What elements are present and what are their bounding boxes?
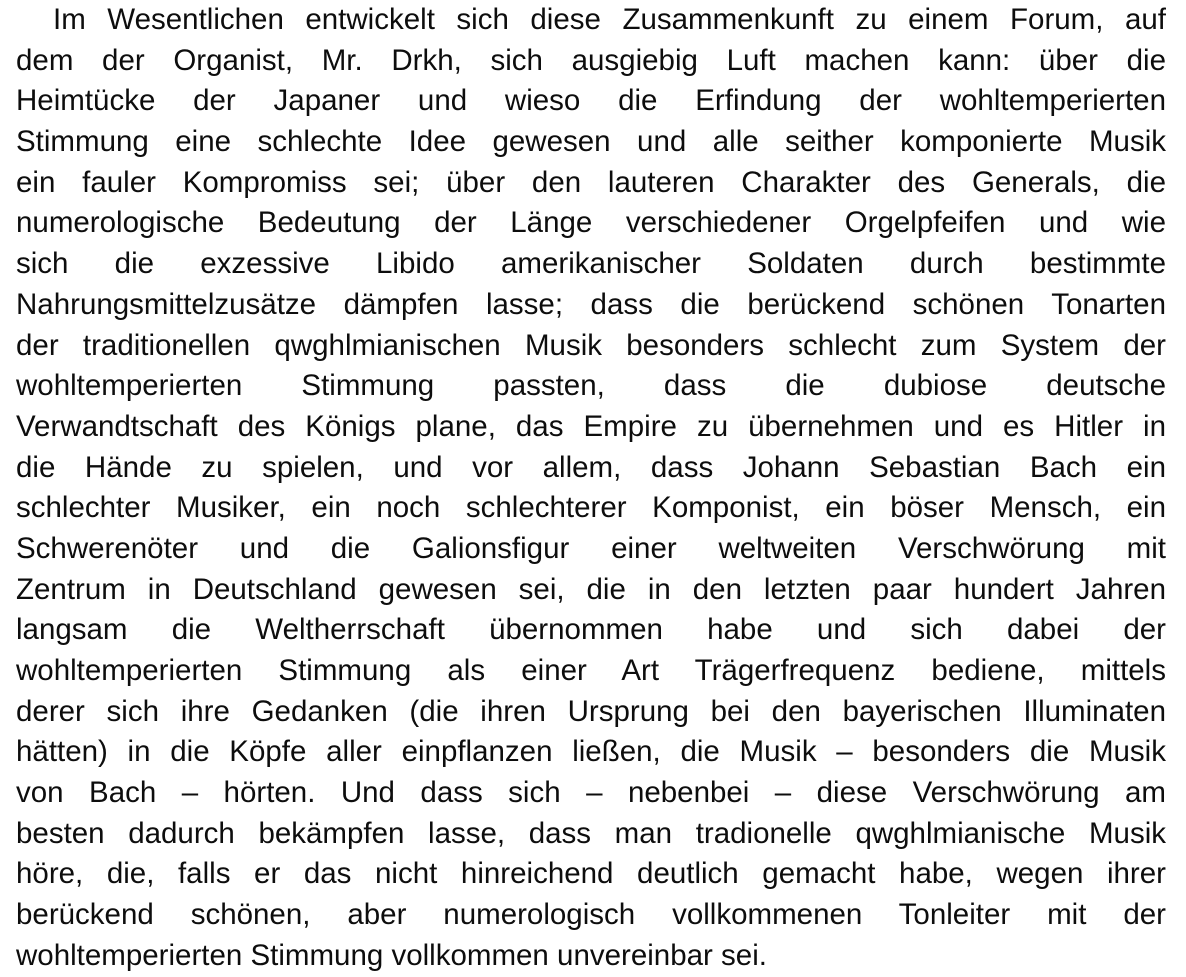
- paragraph-line: derer sich ihre Gedanken (die ihren Ursprung bei den bayerischen Illuminaten: [16, 694, 1166, 728]
- paragraph-line: wohltemperierten Stimmung als einer Art Trägerfrequenz bediene, mittels: [16, 654, 1166, 687]
- paragraph-line: Im Wesentlichen entwickelt sich diese Zusammenkunft zu einem Forum, auf: [53, 3, 1166, 36]
- paragraph-line: Heimtücke der Japaner und wieso die Erfindung der wohltemperierten: [16, 84, 1166, 118]
- paragraph-line: langsam die Weltherrschaft übernommen habe und sich dabei der: [16, 613, 1166, 647]
- paragraph-line: von Bach – hörten. Und dass sich – nebenbei – diese Verschwörung am: [16, 776, 1166, 810]
- paragraph-line: wohltemperierten Stimmung vollkommen unvereinbar sei.: [16, 938, 767, 972]
- paragraph-line: Stimmung eine schlechte Idee gewesen und alle seither komponierte Musik: [16, 125, 1166, 159]
- paragraph-line: der traditionellen qwghlmianischen Musik besonders schlecht zum System der: [16, 328, 1166, 362]
- paragraph-line: Zentrum in Deutschland gewesen sei, die in den letzten paar hundert Jahren: [16, 572, 1166, 606]
- paragraph-line: sich die exzessive Libido amerikanischer Soldaten durch bestimmte: [16, 247, 1166, 281]
- paragraph-line: besten dadurch bekämpfen lasse, dass man tradionelle qwghlmianische Musik: [16, 816, 1166, 850]
- paragraph-line: schlechter Musiker, ein noch schlechterer Komponist, ein böser Mensch, ein: [16, 491, 1166, 525]
- paragraph-line: berückend schönen, aber numerologisch vollkommenen Tonleiter mit der: [16, 898, 1166, 932]
- paragraph-line: dem der Organist, Mr. Drkh, sich ausgiebig Luft machen kann: über die: [16, 43, 1166, 77]
- paragraph-line: wohltemperierten Stimmung passten, dass die dubiose deutsche: [16, 369, 1166, 403]
- paragraph-line: höre, die, falls er das nicht hinreichend deutlich gemacht habe, wegen ihrer: [16, 857, 1166, 891]
- paragraph-line: numerologische Bedeutung der Länge verschiedener Orgelpfeifen und wie: [16, 206, 1166, 240]
- paragraph-line: Verwandtschaft des Königs plane, das Empire zu übernehmen und es Hitler in: [16, 409, 1166, 443]
- paragraph-line: Nahrungsmittelzusätze dämpfen lasse; dass die berückend schönen Tonarten: [16, 287, 1166, 321]
- paragraph-line: ein fauler Kompromiss sei; über den lauteren Charakter des Generals, die: [16, 165, 1166, 199]
- paragraph-line: die Hände zu spielen, und vor allem, dass Johann Sebastian Bach ein: [16, 450, 1166, 484]
- paragraph-line: hätten) in die Köpfe aller einpflanzen ließen, die Musik – besonders die Musik: [16, 735, 1166, 769]
- paragraph-line: Schwerenöter und die Galionsfigur einer weltweiten Verschwörung mit: [16, 531, 1166, 565]
- paragraph: [16, 0, 1166, 977]
